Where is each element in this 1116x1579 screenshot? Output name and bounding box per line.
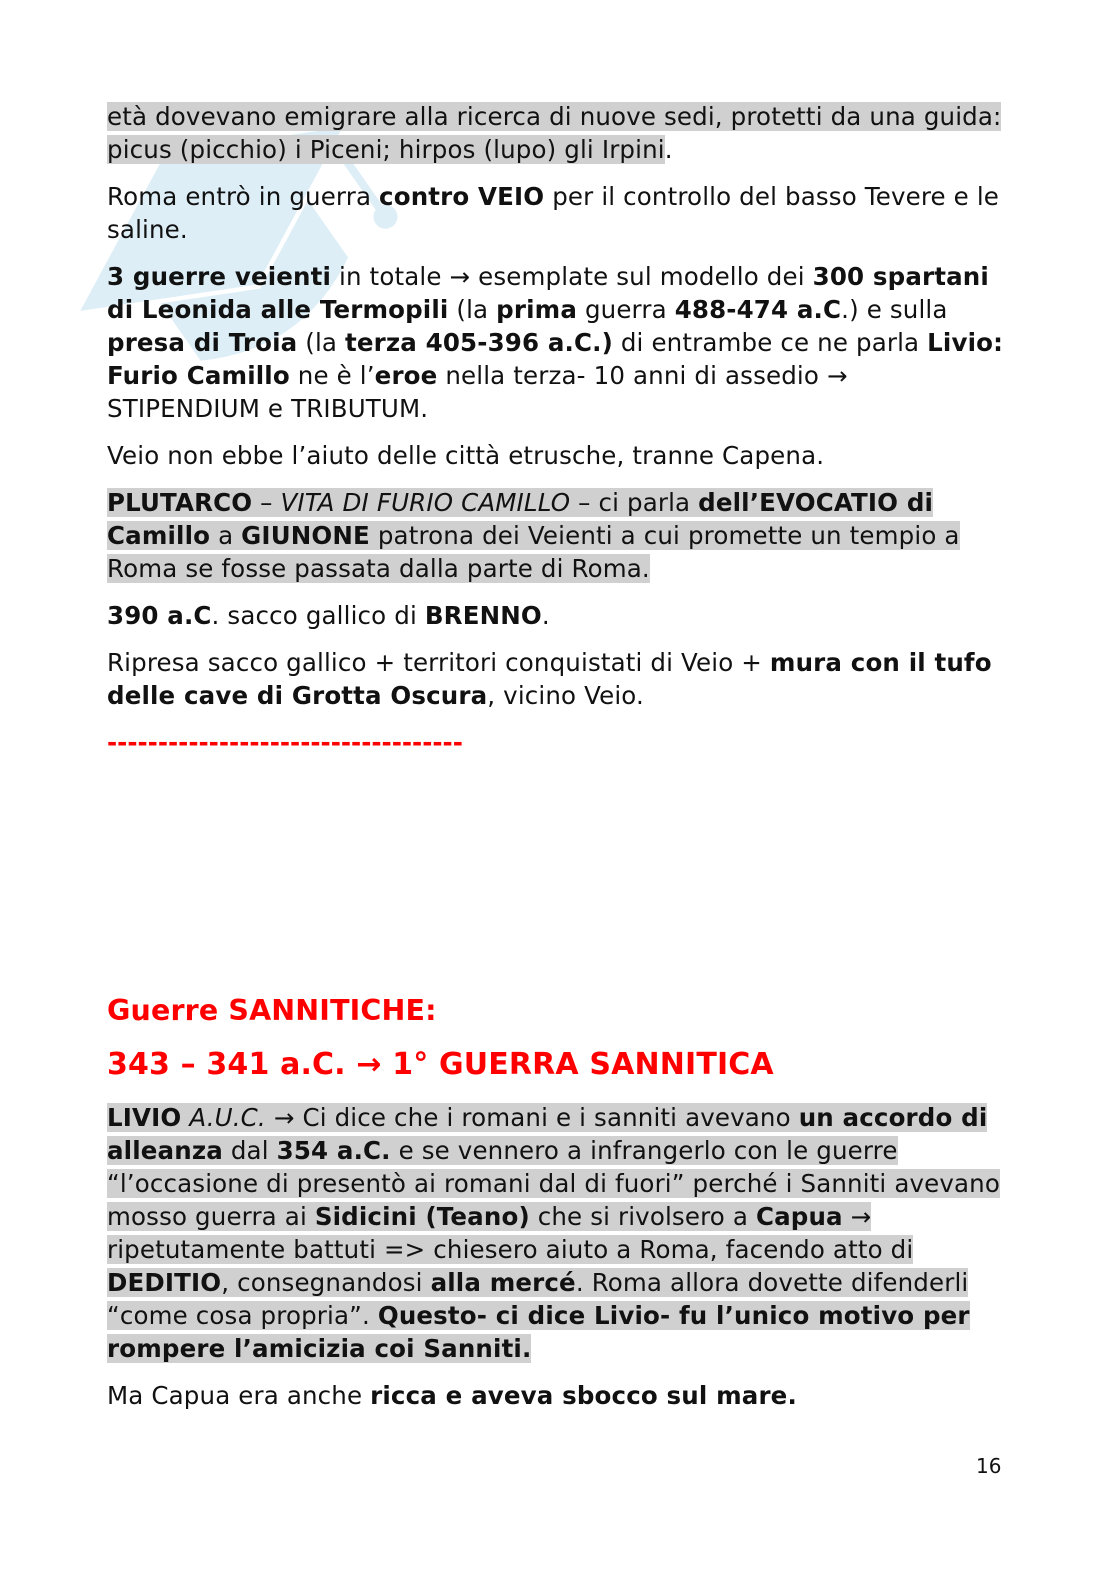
highlighted-text bbox=[107, 488, 960, 583]
bold-text: dell’EVOCATIO di Camillo bbox=[107, 488, 934, 550]
bold-text: un accordo di alleanza bbox=[107, 1103, 988, 1165]
text: . bbox=[541, 601, 550, 630]
bold-text: Capua bbox=[755, 1202, 843, 1231]
text: .) e sulla bbox=[841, 295, 948, 324]
text: Ma Capua era anche bbox=[107, 1381, 371, 1410]
bold-text: 488-474 a.C bbox=[674, 295, 842, 324]
page-content bbox=[107, 100, 1007, 1426]
heading-text: 1° GUERRA SANNITICA bbox=[381, 1047, 774, 1082]
bold-text: 390 a.C bbox=[107, 601, 212, 630]
bold-text: PLUTARCO bbox=[107, 488, 253, 517]
bold-text: ricca e aveva sbocco sul mare. bbox=[370, 1381, 797, 1410]
highlighted-text: età dovevano emigrare alla ricerca di nuove sedi, protetti da una guida: picus (picchio) i Piceni; hirpos (lupo) gli Irpini bbox=[107, 102, 1002, 164]
text: . sacco gallico di bbox=[211, 601, 425, 630]
arrow-right-icon: → bbox=[826, 361, 848, 390]
text: Roma entrò in guerra bbox=[107, 182, 380, 211]
bold-text: LIVIO bbox=[107, 1103, 182, 1132]
italic-text: A.U.C. bbox=[189, 1103, 266, 1132]
paragraph-capena bbox=[107, 439, 1007, 472]
paragraph-capua bbox=[107, 1379, 1007, 1412]
subsection-heading bbox=[107, 1045, 1007, 1085]
text: a bbox=[210, 521, 242, 550]
text: che si rivolsero a bbox=[529, 1202, 756, 1231]
text: STIPENDIUM e TRIBUTUM. bbox=[107, 394, 429, 423]
blank-space bbox=[107, 759, 1007, 991]
bold-text: prima bbox=[496, 295, 578, 324]
bold-text: 3 guerre veienti bbox=[107, 262, 332, 291]
text: ripetutamente battuti => chiesero aiuto a Roma, facendo atto di bbox=[107, 1235, 914, 1264]
bold-text: contro VEIO bbox=[379, 182, 545, 211]
text: guerra bbox=[577, 295, 675, 324]
bold-text: Livio: Furio Camillo bbox=[107, 328, 1004, 390]
paragraph-veio-war bbox=[107, 180, 1007, 246]
paragraph-livio bbox=[107, 1101, 1007, 1365]
bold-text: terza 405-396 a.C.) bbox=[345, 328, 613, 357]
bold-text: alla mercé bbox=[430, 1268, 576, 1297]
section-heading: Guerre SANNITICHE: bbox=[107, 994, 437, 1027]
text: – bbox=[252, 488, 281, 517]
bold-text: BRENNO bbox=[424, 601, 542, 630]
bold-text: eroe bbox=[374, 361, 438, 390]
arrow-right-icon: → bbox=[356, 1047, 382, 1082]
text: nella terza- 10 anni di assedio bbox=[437, 361, 827, 390]
text: esemplate sul modello dei bbox=[470, 262, 813, 291]
paragraph-plutarco bbox=[107, 486, 1007, 585]
text: in totale bbox=[331, 262, 450, 291]
text: . bbox=[664, 135, 673, 164]
bold-text: GIUNONE bbox=[241, 521, 370, 550]
italic-text: VITA DI FURIO CAMILLO bbox=[280, 488, 571, 517]
text: – ci parla bbox=[570, 488, 699, 517]
text: Ci dice che i romani e i sanniti avevano bbox=[294, 1103, 799, 1132]
paragraph-migration bbox=[107, 100, 1007, 166]
arrow-right-icon: → bbox=[273, 1103, 295, 1132]
text: (la bbox=[448, 295, 497, 324]
text: Veio non ebbe l’aiuto delle città etrusche, tranne Capena. bbox=[107, 441, 825, 470]
bold-text: presa di Troia bbox=[107, 328, 298, 357]
paragraph-walls bbox=[107, 646, 1007, 712]
text: e se vennero a infrangerlo con le guerre “l’occasione di presentò ai romani dal di fuori” perché i Sanniti avevano mosso guerra ai bbox=[107, 1136, 1000, 1231]
paragraph-veientine-wars bbox=[107, 260, 1007, 425]
bold-text: Questo- ci dice Livio- fu l’unico motivo per rompere l’amicizia coi Sanniti. bbox=[107, 1301, 970, 1363]
bold-text: 300 spartani di Leonida alle Termopili bbox=[107, 262, 989, 324]
text: (la bbox=[297, 328, 346, 357]
page-number: 16 bbox=[976, 1454, 1002, 1478]
arrow-right-icon: → bbox=[850, 1202, 872, 1231]
text: ne è l’ bbox=[289, 361, 375, 390]
text: dal bbox=[222, 1136, 277, 1165]
text: per il controllo del basso Tevere e le saline. bbox=[107, 182, 1000, 244]
heading-text: 343 – 341 a.C. bbox=[107, 1047, 357, 1082]
paragraph-brenno bbox=[107, 599, 1007, 632]
text: di entrambe ce ne parla bbox=[612, 328, 928, 357]
bold-text: DEDITIO bbox=[107, 1268, 222, 1297]
text: . Roma allora dovette difenderli “come cosa propria”. bbox=[107, 1268, 969, 1330]
text bbox=[266, 1103, 274, 1132]
text bbox=[843, 1202, 851, 1231]
highlighted-text bbox=[107, 1103, 1000, 1363]
text: patrona dei Veienti a cui promette un tempio a Roma se fosse passata dalla parte di Roma. bbox=[107, 521, 960, 583]
text: , consegnandosi bbox=[221, 1268, 431, 1297]
bold-text: mura con il tufo delle cave di Grotta Oscura bbox=[107, 648, 992, 710]
arrow-right-icon: → bbox=[449, 262, 471, 291]
bold-text: 354 a.C. bbox=[276, 1136, 391, 1165]
bold-text: Sidicini (Teano) bbox=[314, 1202, 530, 1231]
text: Ripresa sacco gallico + territori conquistati di Veio + bbox=[107, 648, 770, 677]
text: , vicino Veio. bbox=[487, 681, 644, 710]
separator-line: ----------------------------------- bbox=[107, 728, 463, 757]
